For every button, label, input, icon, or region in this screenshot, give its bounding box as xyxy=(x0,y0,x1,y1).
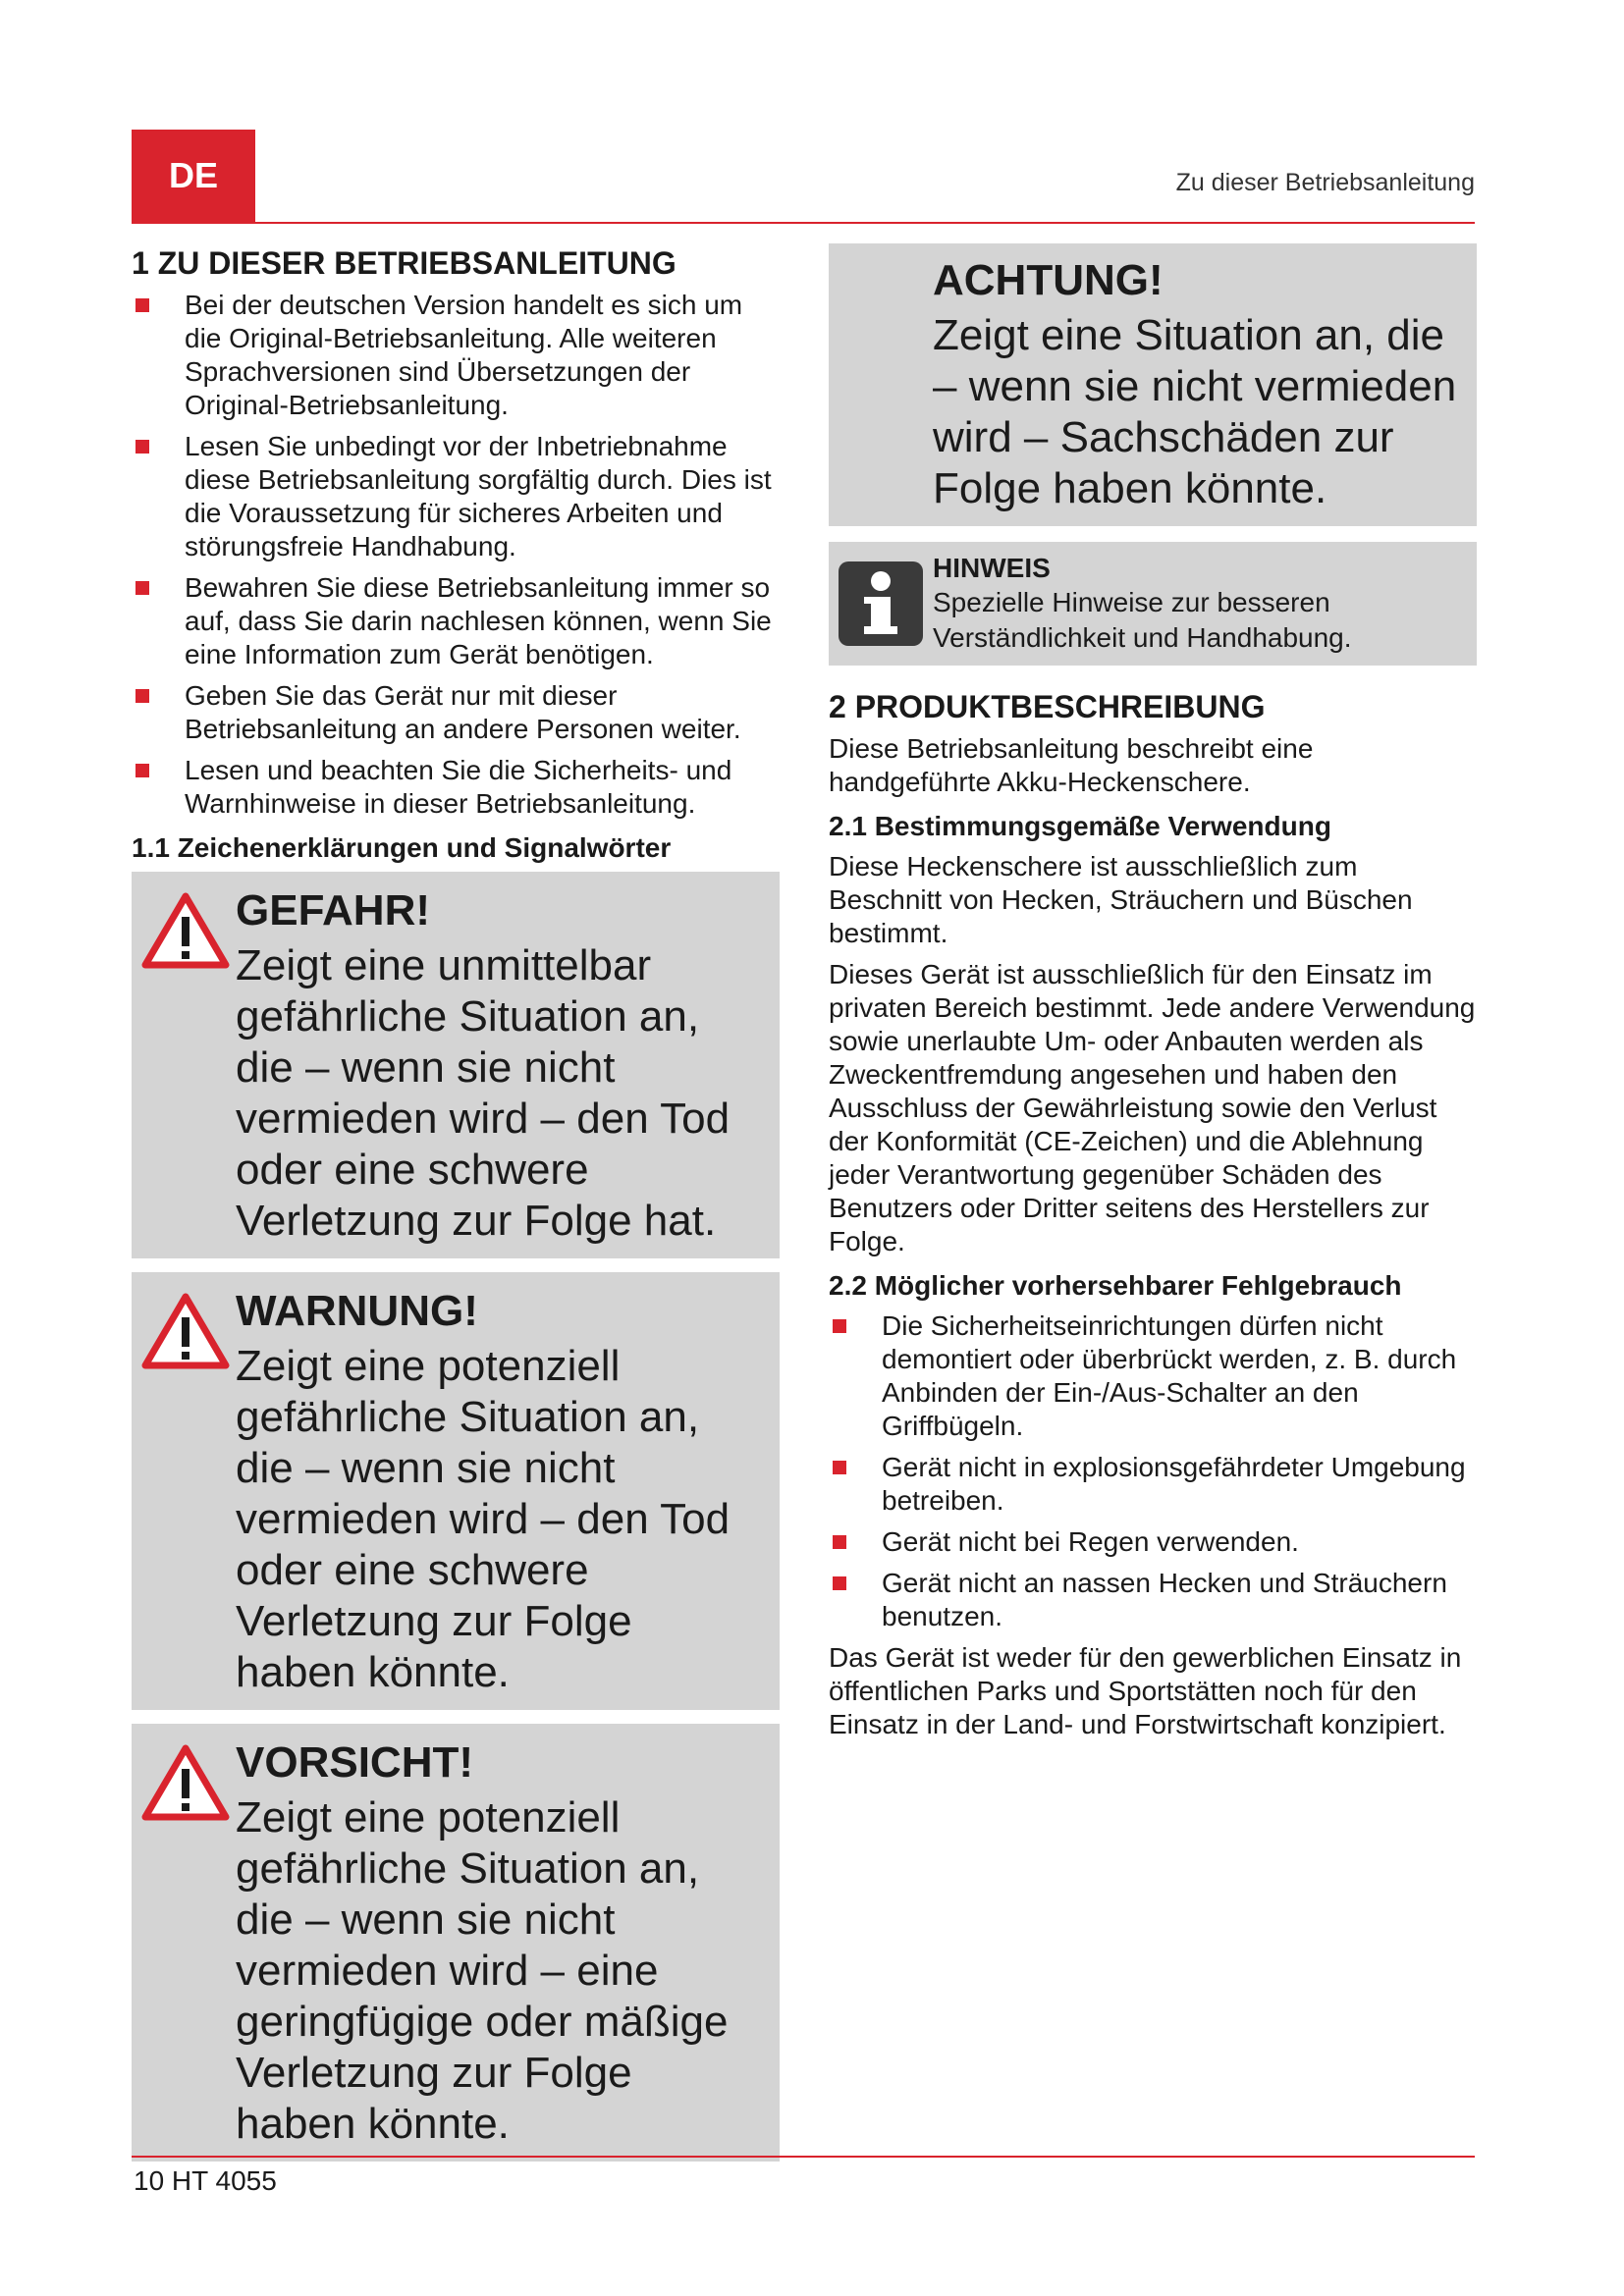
left-column xyxy=(132,243,780,2175)
section-2-intro: Diese Betriebsanleitung beschreibt eine handgeführte Akku-Heckenschere. xyxy=(829,733,1314,797)
danger-box xyxy=(132,872,780,1258)
square-bullet-icon xyxy=(833,1319,846,1333)
square-bullet-icon xyxy=(833,1461,846,1474)
hint-box xyxy=(829,542,1477,666)
notice-text: Zeigt eine Situation an, die – wenn sie nicht vermieden wird – Sachschäden zur Folge haben könnte. xyxy=(933,311,1457,512)
section-2-heading: 2 PRODUKTBESCHREIBUNG xyxy=(829,689,1266,724)
footer-divider xyxy=(132,2156,1475,2158)
danger-title: GEFAHR! xyxy=(236,886,430,934)
hint-text: Spezielle Hinweise zur besseren Verständlichkeit und Handhabung. xyxy=(933,587,1352,653)
caution-text: Zeigt eine potenziell gefährliche Situation an, die – wenn sie nicht vermieden wird – eine geringfügige oder mäßige Verletzung zur Folge haben könnte. xyxy=(236,1793,729,2148)
list-item: Gerät nicht an nassen Hecken und Sträuchern benutzen. xyxy=(829,1567,1477,1633)
warning-triangle-icon xyxy=(141,1743,230,1822)
square-bullet-icon xyxy=(135,689,149,703)
language-tab: DE xyxy=(132,130,255,222)
info-icon xyxy=(839,561,923,646)
square-bullet-icon xyxy=(135,581,149,595)
hint-title: HINWEIS xyxy=(933,553,1051,583)
section-2-bullet-list xyxy=(829,1309,1477,1633)
square-bullet-icon xyxy=(833,1576,846,1590)
header-divider xyxy=(132,222,1475,224)
notice-title: ACHTUNG! xyxy=(933,256,1164,304)
list-item: Bei der deutschen Version handelt es sich um die Original-Betriebsanleitung. Alle weiteren Sprachversionen sind Übersetzungen der Original-Betriebsanleitung. xyxy=(132,289,780,422)
paragraph: Diese Heckenschere ist ausschließlich zum Beschnitt von Hecken, Sträuchern und Büschen bestimmt. xyxy=(829,851,1413,948)
paragraph: Dieses Gerät ist ausschließlich für den Einsatz im privaten Bereich bestimmt. Jede andere Verwendung sowie unerlaubte Um- oder Anbauten werden als Zweckentfremdung angesehen und haben den Ausschluss der Gewährleistung sowie den Verlust der Konformität (CE-Zeichen) und die Ablehnung jeder Verantwortung gegenüber Schäden des Benutzers oder Dritter seitens des Herstellers zur Folge. xyxy=(829,959,1476,1256)
list-item: Geben Sie das Gerät nur mit dieser Betriebsanleitung an andere Personen weiter. xyxy=(132,679,780,746)
caution-title: VORSICHT! xyxy=(236,1738,473,1787)
closing-paragraph: Das Gerät ist weder für den gewerblichen Einsatz in öffentlichen Parks und Sportstätten noch für den Einsatz in der Land- und Forstwirtschaft konzipiert. xyxy=(829,1642,1462,1739)
page-number: 10 HT 4055 xyxy=(134,2165,277,2196)
warning-triangle-icon xyxy=(141,1292,230,1370)
list-item: Gerät nicht bei Regen verwenden. xyxy=(829,1525,1477,1559)
square-bullet-icon xyxy=(135,764,149,777)
square-bullet-icon xyxy=(833,1535,846,1549)
danger-text: Zeigt eine unmittelbar gefährliche Situation an, die – wenn sie nicht vermieden wird – den Tod oder eine schwere Verletzung zur Folge hat. xyxy=(236,941,731,1245)
warning-triangle-icon xyxy=(141,891,230,970)
list-item: Bewahren Sie diese Betriebsanleitung immer so auf, dass Sie darin nachlesen können, wenn Sie eine Information zum Gerät benötigen. xyxy=(132,571,780,671)
warning-title: WARNUNG! xyxy=(236,1287,478,1335)
notice-box xyxy=(829,243,1477,526)
list-item: Lesen Sie unbedingt vor der Inbetriebnahme diese Betriebsanleitung sorgfältig durch. Dies ist die Voraussetzung für sicheres Arbeiten und störungsfreie Handhabung. xyxy=(132,430,780,563)
section-1-heading: 1 ZU DIESER BETRIEBSANLEITUNG xyxy=(132,245,677,281)
subsection-2-2-heading: 2.2 Möglicher vorhersehbarer Fehlgebrauch xyxy=(829,1270,1402,1301)
right-column xyxy=(829,243,1477,1749)
list-item: Gerät nicht in explosionsgefährdeter Umgebung betreiben. xyxy=(829,1451,1477,1518)
subsection-1-1-heading: 1.1 Zeichenerklärungen und Signalwörter xyxy=(132,832,672,863)
warning-box xyxy=(132,1272,780,1710)
subsection-2-1-heading: 2.1 Bestimmungsgemäße Verwendung xyxy=(829,811,1331,841)
list-item: Lesen und beachten Sie die Sicherheits- und Warnhinweise in dieser Betriebsanleitung. xyxy=(132,754,780,821)
square-bullet-icon xyxy=(135,440,149,454)
square-bullet-icon xyxy=(135,298,149,312)
caution-box xyxy=(132,1724,780,2162)
running-header-title: Zu dieser Betriebsanleitung xyxy=(1175,169,1475,196)
warning-text: Zeigt eine potenziell gefährliche Situation an, die – wenn sie nicht vermieden wird – den Tod oder eine schwere Verletzung zur Folge haben könnte. xyxy=(236,1342,731,1696)
list-item: Die Sicherheitseinrichtungen dürfen nicht demontiert oder überbrückt werden, z. B. durch Anbinden der Ein-/Aus-Schalter an den Griffbügeln. xyxy=(829,1309,1477,1443)
section-1-bullet-list xyxy=(132,289,780,821)
